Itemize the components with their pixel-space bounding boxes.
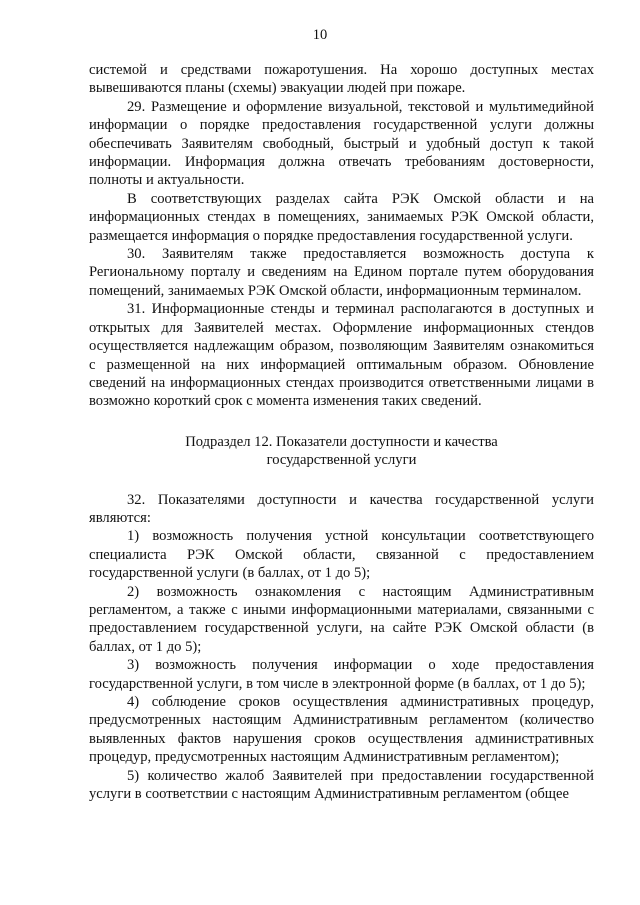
list-item-5: 5) количество жалоб Заявителей при предоставлении государственной услуги в соответствии с настоящим Административным регламентом (общее	[89, 767, 594, 803]
list-item-2: 2) возможность ознакомления с настоящим Административным регламентом, а также с иными информационными материалами, связанными с предоставлением государственной услуги, на сайте РЭК Омской области (в баллах, от 1 до 5);	[89, 583, 594, 655]
list-item-4: 4) соблюдение сроков осуществления административных процедур, предусмотренных настоящим Административным регламентом (количество выявленных фактов нарушения сроков осуществления административных процедур, предусмотренных настоящим Административным регламентом);	[89, 694, 594, 766]
subsection-heading-line2: государственной услуги	[266, 452, 417, 469]
document-body	[89, 61, 594, 803]
paragraph-continued: системой и средствами пожаротушения. На хорошо доступных местах вывешиваются планы (схемы) эвакуации людей при пожаре.	[89, 62, 594, 97]
paragraph-32: 32. Показателями доступности и качества государственной услуги являются:	[89, 491, 594, 526]
paragraph-31: 31. Информационные стенды и терминал располагаются в доступных и открытых для Заявителей местах. Оформление информационных стендов осуществляется надлежащим образом, позволяющим Заявителям ознакомиться с размещенной на них информацией оптимальным образом. Обновление сведений на информационных стендах производится ответственными лицами в возможно короткий срок с момента изменения таких сведений.	[89, 301, 594, 410]
subsection-heading	[89, 433, 594, 470]
paragraph-29-sites: В соответствующих разделах сайта РЭК Омской области и на информационных стендах в помещениях, занимаемых РЭК Омской области, размещается информация о порядке предоставления государственной услуги.	[89, 190, 594, 244]
paragraph-29: 29. Размещение и оформление визуальной, текстовой и мультимедийной информации о порядке предоставления государственной услуги должны обеспечивать Заявителям свободный, быстрый и удобный доступ к такой информации. Информация должна отвечать требованиям достоверности, полноты и актуальности.	[89, 98, 594, 189]
subsection-heading-line1: Подраздел 12. Показатели доступности и качества	[185, 433, 498, 450]
list-item-3: 3) возможность получения информации о ходе предоставления государственной услуги, в том числе в электронной форме (в баллах, от 1 до 5);	[89, 657, 594, 692]
page-number: 10	[312, 27, 328, 43]
list-item-1: 1) возможность получения устной консультации соответствующего специалиста РЭК Омской области, связанной с предоставлением государственной услуги (в баллах, от 1 до 5);	[89, 528, 594, 582]
paragraph-30: 30. Заявителям также предоставляется возможность доступа к Региональному порталу и сведениям на Едином портале путем оборудования помещений, занимаемых РЭК Омской области, информационным терминалом.	[89, 246, 594, 299]
